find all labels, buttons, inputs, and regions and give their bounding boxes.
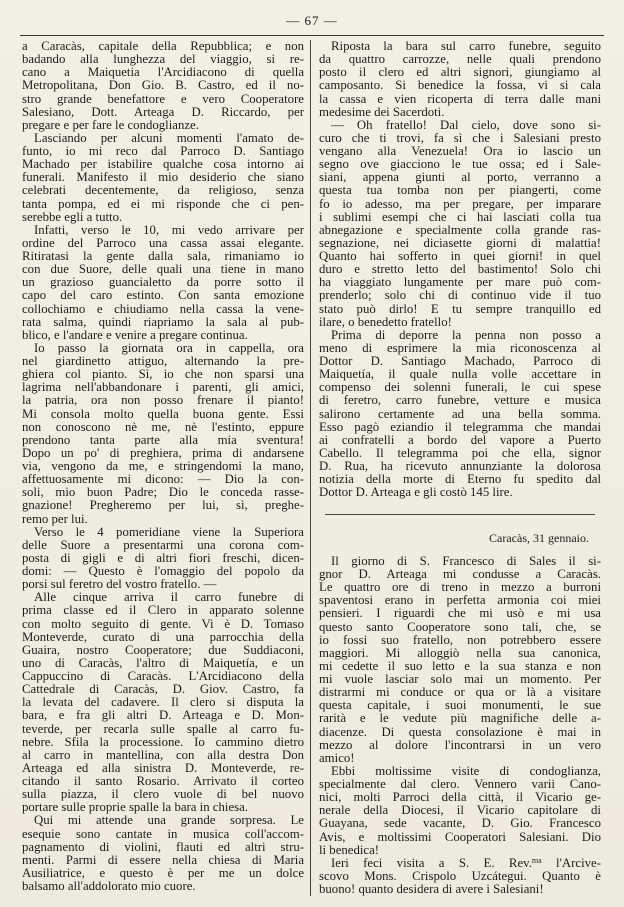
text-line: Infatti, verso le 10, mi vedo arrivare per bbox=[34, 222, 304, 237]
text-line: Riposta la bara sul carro funebre, seguito bbox=[331, 39, 601, 53]
text-line: funerali. Manifesto il mio desiderio che siano bbox=[22, 170, 304, 185]
paragraph bbox=[22, 342, 304, 526]
right-column bbox=[319, 40, 601, 896]
text-line: Alle cinque arriva il carro funebre di bbox=[34, 590, 304, 605]
text-line: Dottor D. Santiago Machado, Parroco di bbox=[319, 354, 601, 368]
text-line: duro e stretto letto del bastimento! Solo chi bbox=[319, 262, 601, 277]
text-line: cano a Maiquetia l'Arcidiacono di quella bbox=[22, 65, 304, 80]
text-line: Ritiratasi la gente dalla sala, rimaniamo io bbox=[22, 249, 304, 263]
text-line: questo santo Cooperatore sono tali, che, se bbox=[319, 619, 601, 634]
text-line: teverde, per recarla sulle spalle al carro fu- bbox=[22, 721, 304, 736]
text-line: ordine del Parroco una cassa assai elegante. bbox=[22, 235, 304, 250]
text-line: Il giorno di S. Francesco di Sales il si- bbox=[331, 553, 601, 568]
text-line: la patria, ora non posso frenare il pianto! bbox=[22, 393, 304, 408]
text-line: Metropolitana, Don Gio. B. Castro, ed il no- bbox=[22, 78, 304, 93]
text-line: via, vengono da me, e stringendomi la mano, bbox=[22, 459, 304, 473]
text-line: rarità e le vedute più magnifiche delle a- bbox=[319, 711, 601, 726]
text-line: nerale della Diocesi, il Vicario capitolare di bbox=[319, 803, 601, 818]
text-line: scovo Mons. Crispolo Uzcátegui. Quanto è bbox=[319, 868, 601, 883]
paragraph bbox=[22, 591, 304, 814]
text-line: posta di gigli e di altri fiori freschi, dicen- bbox=[22, 550, 304, 565]
paragraph bbox=[319, 40, 601, 119]
text-line: ghiera col pianto. Sì, io che non sparsi una bbox=[22, 367, 304, 382]
text-line: celebrati decentemente, da religioso, senza bbox=[22, 183, 304, 198]
text-line: Io passo la giornata ora in cappella, ora bbox=[34, 340, 304, 355]
text-line: esequie sono cantate in musica coll'accom- bbox=[22, 826, 304, 841]
text-line: nel giardinetto attiguo, alternando la pre- bbox=[22, 354, 304, 368]
text-line: con molto seguito di gente. Vi è D. Tomaso bbox=[22, 616, 304, 631]
text-line: Dottor D. Arteaga e gli costò 145 lire. bbox=[319, 485, 513, 500]
text-line: Machado per istabilire qualche cosa intorno ai bbox=[22, 157, 304, 172]
text-line: Dopo un po' di preghiera, prima di andarsene bbox=[22, 445, 304, 460]
text-line: portare sulle proprie spalle la bara in chiesa. bbox=[22, 800, 248, 815]
text-line: pensieri. I riguardi che mi usò e mi usa bbox=[319, 606, 601, 621]
text-line: vengano alla Venezuela! Ora io lascio un bbox=[319, 144, 601, 158]
text-line bbox=[319, 857, 601, 870]
text-line: serebbe egli a tutto. bbox=[22, 209, 123, 224]
text-line: stato può dirlo! E tu sempre tranquillo ed bbox=[319, 301, 601, 316]
text-line: Lasciando per alcuni momenti l'amato de- bbox=[34, 130, 304, 145]
text-line: Qui mi attende una grande sorpresa. Le bbox=[34, 813, 304, 828]
text-line: distrarmi mi conduce or qua or là a visitare bbox=[319, 685, 601, 700]
text-line: specialmente dal clero. Vennero varii Cano- bbox=[319, 777, 601, 792]
text-line: segno ove giacciono le tue ossa; ed i Sale- bbox=[319, 157, 601, 172]
text-line: ai confratelli a bordo del vapore a Puerto bbox=[319, 432, 601, 447]
text-line: Monteverde, curato di una parrocchia della bbox=[22, 629, 304, 644]
text-line: Cattedrale di Caracàs, D. Giov. Castro, fa bbox=[22, 682, 304, 697]
text-line: gnor D. Arteaga mi condusse a Caracàs. bbox=[319, 567, 601, 582]
text-line: Ebbi moltissime visite di condoglianza, bbox=[331, 763, 601, 778]
text-line: questa capitale, i suoi monumenti, le sue bbox=[319, 698, 601, 713]
text-line: — Oh fratello! Dal cielo, dove sono si- bbox=[331, 117, 601, 132]
text-line: con due Suore, delle quali una tiene in mano bbox=[22, 262, 304, 277]
text-line: pregare e per fare le condoglianze. bbox=[22, 117, 199, 132]
text-line: spaventosi erano in perfetta armonia coi miei bbox=[319, 593, 601, 608]
text-line: notizia della morte di Eterno fu spedito dal bbox=[319, 472, 601, 487]
text-line: da quattro carrozze, nelle quali prendono bbox=[319, 52, 601, 67]
text-line: porsi sul feretro del vostro fratello. — bbox=[22, 577, 217, 592]
text-line: mi cedette il suo letto e la sua stanza e non bbox=[319, 658, 601, 673]
paragraph bbox=[22, 526, 304, 592]
text-line: Cappuccino di Caracàs. L'Arcidiacono della bbox=[22, 669, 304, 683]
text-line: D. Rua, ha ricevuto annunziante la dolorosa bbox=[319, 459, 601, 473]
text-line: camposanto. Si benedice la fossa, vi si cala bbox=[319, 78, 601, 93]
text-line: medesime dei Sacerdoti. bbox=[319, 104, 445, 119]
paragraph bbox=[319, 119, 601, 329]
text-line: Mi consola molto quella buona gente. Essi bbox=[22, 406, 304, 421]
paragraph bbox=[22, 224, 304, 342]
text-line: a Caracàs, capitale della Repubblica; e non bbox=[22, 39, 304, 53]
text-line: prima classe ed il Clero in apparato solenne bbox=[22, 603, 304, 618]
text-line: Salesiano, Dott. Arteaga D. Riccardo, per bbox=[22, 104, 304, 119]
left-column bbox=[22, 40, 304, 893]
text-line: mezzo al dolore l'incontrarsi in un vero bbox=[319, 737, 601, 752]
text-line: domi: — Questo è l'omaggio del popolo da bbox=[22, 564, 304, 578]
text-line: delle Suore a presentarmi una corona com- bbox=[22, 537, 304, 552]
text-line: balsamo all'addolorato mio cuore. bbox=[22, 879, 196, 893]
text-line: tanta pompa, ed ei mi risponde che ci pen- bbox=[22, 196, 304, 211]
paragraph bbox=[319, 555, 601, 765]
text-line: funto, io mi reco dal Parroco D. Santiago bbox=[22, 144, 304, 158]
text-line: io fossi suo fratello, non potrebbero essere bbox=[319, 632, 601, 647]
text-line: compenso dei solenni funerali, le cui spese bbox=[319, 380, 601, 395]
text-line: blico, e l'andare e venire a pregare continua. bbox=[22, 327, 248, 342]
text-line: Verso le 4 pomeridiane viene la Superiora bbox=[34, 524, 304, 539]
text-line: Guaira, nostro Cooperatore; due Suddiaconi, bbox=[22, 642, 304, 657]
paragraph bbox=[319, 857, 601, 896]
paragraph bbox=[22, 40, 304, 132]
text-line: meno di esprimere la mia riconoscenza al bbox=[319, 340, 601, 355]
text-line: gnazione! Pregheremo per lui, sì, preghe- bbox=[22, 498, 304, 513]
text-line: posto il clero ed altri signori, giungiamo al bbox=[319, 65, 601, 80]
dateline: Caracàs, 31 gennaio. bbox=[489, 531, 589, 546]
text-line: lagrima nell'abbandonare i parenti, gli amici, bbox=[22, 380, 304, 395]
text-line: un grazioso guancialetto da porre sotto il bbox=[22, 275, 304, 290]
paragraph bbox=[22, 132, 304, 224]
text-line: capo del caro estinto. Con santa emozione bbox=[22, 288, 304, 303]
text-line: i sublimi esempi che ci hai lasciati colla tua bbox=[319, 209, 601, 224]
text-line: curo che ti trovi, fa sì che i Salesiani presto bbox=[319, 130, 601, 145]
text-line: soli, mio buon Padre; Dio le conceda rasse- bbox=[22, 485, 304, 500]
text-line: badando alla lunghezza del viaggio, si re- bbox=[22, 52, 304, 67]
text-line: Maiquetía, il quale nulla volle accettare in bbox=[319, 367, 601, 382]
text-line: rata salma, quindi riapriamo la sala al pub- bbox=[22, 314, 304, 329]
text-line: Arteaga ed alla sinistra D. Monteverde, re- bbox=[22, 760, 304, 775]
text-line: nici, molti Parroci della città, il Vicario ge- bbox=[319, 790, 601, 805]
text-line: la levata del cadavere. Il clero si disputa la bbox=[22, 695, 304, 710]
superscript: ma bbox=[531, 855, 542, 865]
text-line: remo per lui. bbox=[22, 511, 88, 526]
text-line: Cabello. Il telegramma poi che ella, signor bbox=[319, 445, 601, 460]
text-line: bara, e fra gli altri D. Arteaga e D. Mon- bbox=[22, 708, 304, 723]
text-line: affettuosamente mi dicono: — Dio la con- bbox=[22, 472, 304, 487]
text-line: segnazione, nei diciasette giorni di malattia! bbox=[319, 235, 601, 250]
text-line: uno di Caracàs, l'altro di Maiquetía, e un bbox=[22, 655, 304, 670]
text-line: maggiori. Mi alloggiò nella sua canonica, bbox=[319, 645, 601, 660]
text-line: abnegazione e specialmente colla grande ras- bbox=[319, 222, 601, 237]
text-line: Guayana, sede vacante, D. Gio. Francesco bbox=[319, 816, 601, 831]
page-number: — 67 — bbox=[286, 13, 338, 28]
text-line: prendono tanta parte alla mia sventura! bbox=[22, 432, 304, 447]
text-line: prenderlo; solo chi di continuo vide il tuo bbox=[319, 288, 601, 303]
text-line: buono! quanto desidera di avere i Salesiani! bbox=[319, 882, 544, 897]
text-line: Prima di deporre la penna non posso a bbox=[331, 327, 601, 342]
text-line: questa tua tomba non per piangerti, come bbox=[319, 183, 601, 198]
text-line: pagnamento di violini, flauti ed altri stru- bbox=[22, 839, 304, 854]
text-line: salirono certamente ad una bella somma. bbox=[319, 406, 601, 421]
text-run: Ieri feci visita a S. E. Rev. bbox=[331, 855, 532, 870]
text-line: li benedica! bbox=[319, 842, 380, 857]
text-line: collochiamo e chiudiamo nella cassa la vene- bbox=[22, 301, 304, 316]
text-line: la cassa e vien ricoperta di terra dalle mani bbox=[319, 91, 601, 106]
text-line: Esso pagò eziandio il telegramma che mandai bbox=[319, 419, 601, 434]
text-line: amico! bbox=[319, 750, 355, 765]
header-rule bbox=[20, 35, 604, 36]
text-run: l'Arcive- bbox=[541, 855, 601, 870]
text-line: Ausiliatrice, e questo è per me un dolce bbox=[22, 865, 304, 880]
text-line: menti. Parmi di essere nella chiesa di Maria bbox=[22, 852, 304, 867]
text-line: stro grande benefattore e vero Cooperatore bbox=[22, 91, 304, 106]
text-block-after-dateline bbox=[319, 555, 601, 896]
text-line: Le quattro ore di treno in mezzo a burroni bbox=[319, 580, 601, 595]
text-line: mi vuole lasciar solo mai un momento. Per bbox=[319, 672, 601, 687]
paragraph bbox=[22, 814, 304, 893]
text-line: Quanto hai sofferto in quei giorni! in quel bbox=[319, 249, 601, 263]
text-line: diacenze. Di questa consolazione è mai in bbox=[319, 724, 601, 739]
text-line: sulla piazza, il clero vuole di bel nuovo bbox=[22, 787, 304, 802]
text-line: Avis, e moltissimi Cooperatori Salesiani. Dio bbox=[319, 829, 601, 844]
text-line: siani, appena giunti al porto, verranno a bbox=[319, 170, 601, 185]
text-line: nebre. Sfila la processione. Io cammino dietro bbox=[22, 734, 304, 749]
text-line: citando il santo Rosario. Arrivato il corteo bbox=[22, 774, 304, 788]
paragraph bbox=[319, 765, 601, 857]
text-line: non conoscono nè me, nè l'estinto, eppure bbox=[22, 419, 304, 434]
text-line: ilare, o benedetto fratello! bbox=[319, 314, 452, 329]
paragraph bbox=[319, 329, 601, 500]
text-line: fo io adesso, ma per pregare, per imparare bbox=[319, 196, 601, 211]
column-divider bbox=[310, 40, 311, 896]
text-line: di feretro, carro funebre, vetture e musica bbox=[319, 393, 601, 408]
text-block-before-dateline bbox=[319, 40, 601, 499]
text-line: al carro in mantellina, con alla destra Don bbox=[22, 747, 304, 762]
text-line: ha viaggiato lungamente per mare può com- bbox=[319, 275, 601, 290]
section-divider bbox=[325, 514, 595, 515]
